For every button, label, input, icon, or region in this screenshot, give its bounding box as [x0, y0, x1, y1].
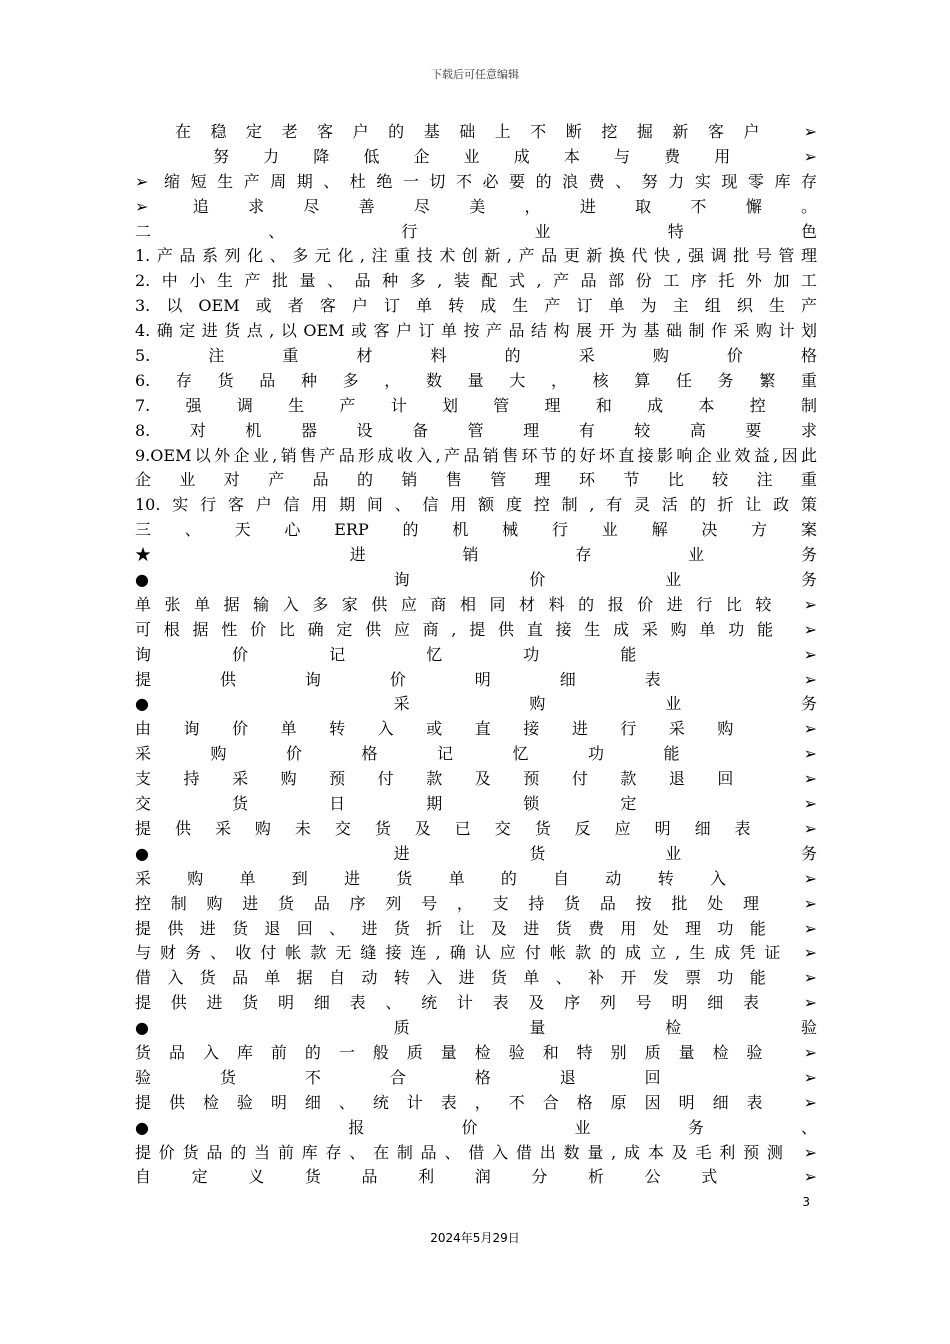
text-line: 提供询价明细表 ➢	[135, 669, 817, 689]
text-line: 货品入库前的一般质量检验和特别质量检验 ➢	[135, 1042, 817, 1062]
bullet-heading: ● 采购业务	[135, 694, 817, 714]
text-line: 提供检验明细、统计表，不合格原因明细表 ➢	[135, 1092, 817, 1112]
text-line: 与财务、收付帐款无缝接连,确认应付帐款的成立,生成凭证 ➢	[135, 943, 817, 963]
text-line: ➢ 缩短生产周期、杜绝一切不必要的浪费、努力实现零库存	[135, 171, 817, 191]
text-line: 采购单到进货单的自动转入 ➢	[135, 868, 817, 888]
text-line: 验货不合格退回 ➢	[135, 1067, 817, 1087]
text-line: 10.实行客户信用期间、信用额度控制,有灵活的折让政策	[135, 495, 817, 515]
page-header: 下载后可任意编辑	[431, 68, 519, 81]
text-line: 可根据性价比确定供应商,提供直接生成采购单功能 ➢	[135, 619, 817, 639]
document-body	[135, 120, 817, 1190]
subsection-heading: ★ 进销存业务	[135, 545, 817, 565]
text-line: ➢ 追求尽善尽美，进取不懈。	[135, 196, 817, 216]
text-line: 由询价单转入或直接进行采购 ➢	[135, 719, 817, 739]
bullet-heading: ● 询价业务	[135, 570, 817, 590]
text-line: 采购价格记忆功能 ➢	[135, 744, 817, 764]
text-line: 8.对机器设备管理有较高要求	[135, 420, 817, 440]
page-footer-date: 2024年5月29日	[430, 1231, 520, 1245]
bullet-heading: ● 报价业务、	[135, 1117, 817, 1137]
section-heading: 三、天心ERP的机械行业解决方案	[135, 520, 817, 540]
text-line: 7.强调生产计划管理和成本控制	[135, 395, 817, 415]
text-line: 询价记忆功能 ➢	[135, 644, 817, 664]
text-line: 提供采购未交货及已交货反应明细表 ➢	[135, 818, 817, 838]
text-line: 1.产品系列化、多元化,注重技术创新,产品更新换代快,强调批号管理	[135, 246, 817, 266]
page-number: 3	[802, 1195, 810, 1209]
section-heading: 二、行业特色	[135, 221, 817, 241]
text-line: 2.中小生产批量、品种多,装配式,产品部份工序托外加工	[135, 271, 817, 291]
text-line: 支持采购预付款及预付款退回 ➢	[135, 769, 817, 789]
text-line: 自定义货品利润分析公式 ➢	[135, 1167, 817, 1187]
text-line: 9.OEM以外企业,销售产品形成收入,产品销售环节的好坏直接影响企业效益,因此	[135, 445, 817, 465]
text-line: 借入货品单据自动转入进货单、补开发票功能 ➢	[135, 968, 817, 988]
text-line: 交货日期锁定 ➢	[135, 794, 817, 814]
text-line: 企业对产品的销售管理环节比较注重	[135, 470, 817, 490]
text-line: 提供进货退回、进货折让及进货费用处理功能 ➢	[135, 918, 817, 938]
text-line: 提价货品的当前库存、在制品、借入借出数量,成本及毛利预测 ➢	[135, 1142, 817, 1162]
bullet-heading: ● 进货业务	[135, 843, 817, 863]
bullet-heading: ● 质量检验	[135, 1018, 817, 1038]
text-line: 单张单据输入多家供应商相同材料的报价进行比较 ➢	[135, 594, 817, 614]
text-line: 提供进货明细表、统计表及序列号明细表 ➢	[135, 993, 817, 1013]
text-line: 控制购进货品序列号，支持货品按批处理 ➢	[135, 893, 817, 913]
text-line: 5.注重材料的采购价格	[135, 346, 817, 366]
text-line: 努力降低企业成本与费用 ➢	[213, 146, 817, 166]
text-line: 在稳定老客户的基础上不断挖掘新客户 ➢	[175, 122, 817, 141]
text-line: 3.以OEM或者客户订单转成生产订单为主组织生产	[135, 296, 817, 316]
text-line: 4.确定进货点,以OEM或客户订单按产品结构展开为基础制作采购计划	[135, 321, 817, 341]
text-line: 6.存货品种多，数量大，核算任务繁重	[135, 370, 817, 390]
